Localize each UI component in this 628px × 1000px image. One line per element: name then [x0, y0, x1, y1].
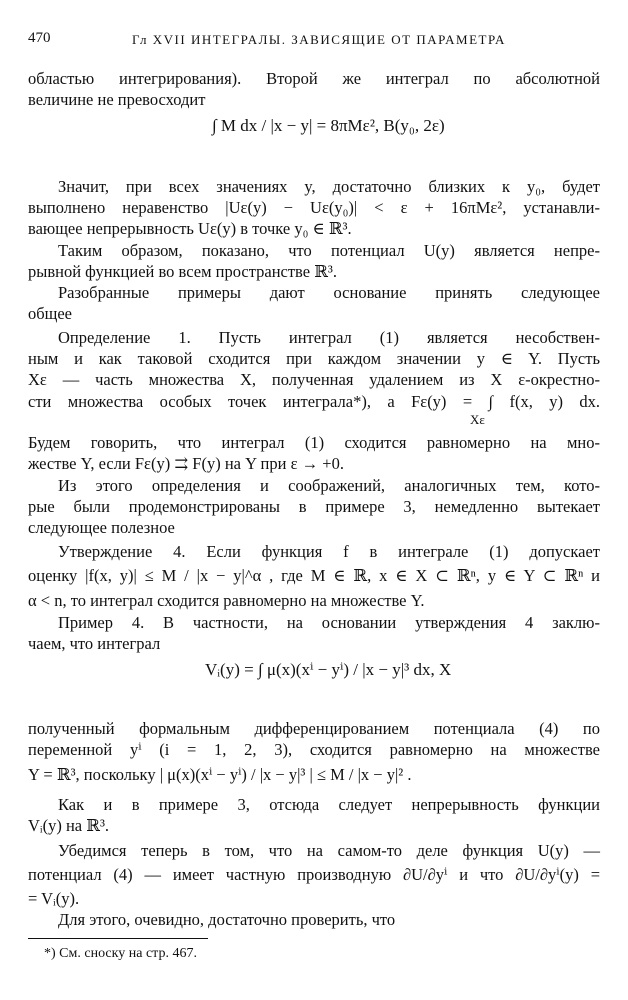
- page-number: 470: [28, 30, 51, 46]
- text-line: переменной yⁱ (i = 1, 2, 3), сходится равномерно на множестве: [28, 740, 600, 759]
- text-line: Из этого определения и соображений, аналогичных тем, кото-: [58, 476, 600, 495]
- text-line: Y = ℝ³, поскольку | μ(x)(xⁱ − yⁱ) / |x − y|³ | ≤ M / |x − y|² .: [28, 765, 412, 784]
- text-line: общее: [28, 304, 72, 323]
- text-line: α < n, то интеграл сходится равномерно на множестве Y.: [28, 591, 425, 610]
- running-header: [28, 30, 600, 52]
- text-line: чаем, что интеграл: [28, 634, 161, 653]
- text-line: оценку |f(x, y)| ≤ M / |x − y|^α , где M ∈ ℝ, x ∈ X ⊂ ℝⁿ, y ∈ Y ⊂ ℝⁿ и: [28, 566, 600, 585]
- formula-integral-ball: ∫ M dx / |x − y| = 8πMε², B(y₀, 2ε): [212, 116, 445, 135]
- definition-heading-line: Определение 1. Пусть интеграл (1) является несобствен-: [58, 328, 600, 347]
- text-line: Убедимся теперь в том, что на самом-то деле функция U(y) —: [58, 841, 600, 860]
- text-line: Vᵢ(y) на ℝ³.: [28, 816, 110, 835]
- integral-subscript: Xε: [470, 412, 485, 427]
- text-line: Значит, при всех значениях y, достаточно близких к y₀, будет: [58, 177, 600, 196]
- footnote-rule: [28, 938, 208, 939]
- text-line: величине не превосходит: [28, 90, 206, 109]
- text-line: выполнено неравенство |Uε(y) − Uε(y₀)| < ε + 16πMε², устанавли-: [28, 198, 600, 217]
- text-line: Как и в примере 3, отсюда следует непрерывность функции: [58, 795, 600, 814]
- text-line: Xε — часть множества X, полученная удалением из X ε-окрестно-: [28, 370, 600, 389]
- text-line: жестве Y, если Fε(y) ⇉ F(y) на Y при ε → +0.: [28, 454, 344, 473]
- text-line: Для этого, очевидно, достаточно проверить, что: [58, 910, 396, 929]
- text-line: рывной функцией во всем пространстве ℝ³.: [28, 262, 337, 281]
- text-line: полученный формальным дифференцированием потенциала (4) по: [28, 719, 600, 738]
- text-line: Будем говорить, что интеграл (1) сходится равномерно на мно-: [28, 433, 600, 452]
- text-line: = Vᵢ(y).: [28, 889, 80, 908]
- text-line: потенциал (4) — имеет частную производную ∂U/∂yⁱ и что ∂U/∂yⁱ(y) =: [28, 865, 600, 884]
- chapter-title: Гл XVII ИНТЕГРАЛЫ. ЗАВИСЯЩИЕ ОТ ПАРАМЕТРА: [132, 32, 506, 47]
- text-line: сти множества особых точек интеграла*), а Fε(y) = ∫ f(x, y) dx.: [28, 392, 600, 411]
- text-line: следующее полезное: [28, 518, 175, 537]
- text-line: ным и как таковой сходится при каждом значении y ∈ Y. Пусть: [28, 349, 600, 368]
- text-line: Таким образом, показано, что потенциал U(y) является непре-: [58, 241, 600, 260]
- statement-heading-line: Утверждение 4. Если функция f в интеграле (1) допускает: [58, 542, 600, 561]
- text-line: Разобранные примеры дают основание принять следующее: [58, 283, 600, 302]
- example-heading-line: Пример 4. В частности, на основании утверждения 4 заклю-: [58, 613, 600, 632]
- formula-vi: Vᵢ(y) = ∫ μ(x)(xⁱ − yⁱ) / |x − y|³ dx, X: [205, 660, 452, 679]
- text-line: областью интегрирования). Второй же интеграл по абсолютной: [28, 69, 600, 88]
- footnote: *) См. сноску на стр. 467.: [44, 946, 197, 961]
- text-line: вающее непрерывность Uε(y) в точке y₀ ∈ ℝ³.: [28, 219, 352, 238]
- text-line: рые были продемонстрированы в примере 3, немедленно вытекает: [28, 497, 600, 516]
